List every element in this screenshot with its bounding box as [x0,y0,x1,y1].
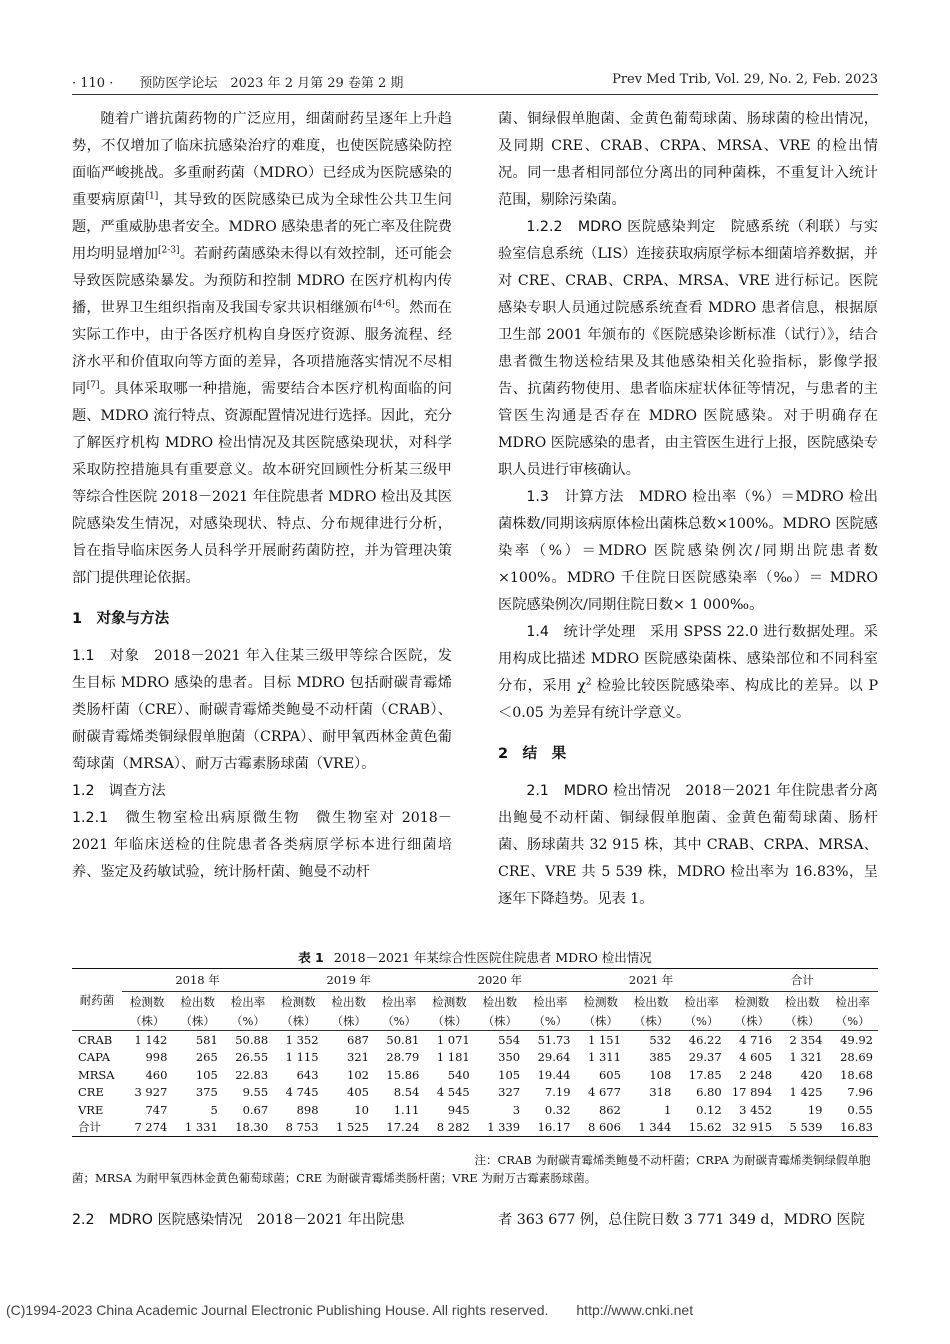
subheader-unit: （%） [676,1012,726,1031]
subheader-label: 检出数 [633,995,669,1009]
table-cell: 7 274 [122,1119,172,1137]
table-cell: 29.64 [537,1050,571,1065]
subheader-unit: （株） [475,1012,525,1031]
table-cell: 1.11 [393,1102,420,1117]
year-header: 2018 年 [122,969,273,992]
table-cell: 51.73 [537,1032,571,1047]
table-cell: 3 452 [739,1102,773,1117]
section-1-2-2: 1.2.2 MDRO 医院感染判定 院感系统（利联）与实验室信息系统（LIS）连接获取病原学标本细菌培养数据，并对 CRE、CRAB、CRPA、MRSA、VRE 进行标记。医院感染专职人员通过院感系统查看 MDRO 患者信息，根据原卫生部 2001 年颁布的《医院感染诊断标准（试行）》，结合患者微生物送检结果及其他感染相关化验指标，影像学报告、抗菌药物使用、患者临床症状体征等情况，与患者的主管医生沟通是否存在 MDRO 医院感染。对于明确存在 MDRO 医院感染的患者，由主管医生进行上报，医院感染专职人员进行审核确认。 [498,219,878,478]
table-cell: 1 352 [285,1032,319,1047]
table-cell: 2 354 [789,1032,823,1047]
section-1-4: 1.4 统计学处理 采用 SPSS 22.0 进行数据处理。采用构成比描述 MDRO 医院感染菌株、感染部位和不同科室分布，采用 $\chi^2$ 检验比较医院感染率、构成比的差异。以 P ＜0.05 为差异有统计学意义。 [498,624,879,721]
table-cell: 375 [195,1085,218,1100]
table-cell: 1 311 [587,1050,621,1065]
table-cell: 605 [598,1067,621,1082]
subheader-unit: （株） [273,1012,323,1031]
table-cell: 898 [296,1102,319,1117]
running-header-left: · 110 · 预防医学论坛 2023 年 2 月第 29 卷第 2 期 [72,76,404,91]
table-cell: 105 [498,1067,521,1082]
table-cell: 4 545 [436,1085,470,1100]
subheader-label: 检出率 [381,995,417,1009]
table-cell: 3 927 [134,1085,168,1100]
table-cell: 321 [347,1050,369,1065]
section-2-2-continued: 者 363 677 例，总住院日数 3 771 349 d，MDRO 医院 [498,1212,865,1228]
table-cell: 19 [807,1102,823,1117]
table-cell: 460 [145,1067,168,1082]
table-cell: 8 753 [273,1119,323,1137]
table-row [72,1031,878,1049]
year-header: 2020 年 [424,969,575,992]
table-row [72,1101,878,1119]
mdro-detection-table [72,968,878,1137]
table-cell: 26.55 [235,1050,269,1065]
table-cell: 15.86 [386,1067,420,1082]
organism-name: CRAB [78,1032,113,1047]
table-cell: 5 [210,1102,218,1117]
year-header: 2019 年 [273,969,424,992]
table-cell: 16.83 [827,1119,878,1137]
subheader-label: 检测数 [734,995,770,1009]
header-rule [72,94,878,95]
organism-name: 合计 [72,1119,122,1137]
section-2-heading: 2 结 果 [498,746,567,762]
year-header: 合计 [727,969,878,992]
subheader-unit: （%） [827,1012,878,1031]
table-cell: 17.85 [688,1067,722,1082]
section-1-3: 1.3 计算方法 MDRO 检出率（%）＝MDRO 检出菌株数/同期该病原体检出菌株总数×100%。MDRO 医院感染率（%）＝MDRO 医院感染例次/同期出院患者数×100%。MDRO 千住院日医院感染率（‰）＝ MDRO 医院感染例次/同期住院日数× 1 000‰。 [498,489,878,613]
organism-name: VRE [78,1102,104,1117]
table-cell: 7.19 [544,1085,571,1100]
table-cell: 28.69 [840,1050,873,1065]
subheader-label: 检测数 [432,995,467,1009]
table-cell: 1 339 [475,1119,525,1137]
section-1-heading: 1 对象与方法 [72,611,170,627]
table-cell: 1 321 [789,1050,823,1065]
table-cell: 1 151 [587,1032,621,1047]
table-cell: 22.83 [235,1067,269,1082]
subheader-unit: （株） [172,1012,222,1031]
subheader-label: 检出数 [331,995,366,1009]
table-cell: 747 [145,1102,168,1117]
table-cell: 102 [347,1067,369,1082]
table-row [72,1084,878,1102]
table-cell: 105 [195,1067,218,1082]
organism-name: CAPA [78,1050,111,1065]
table-cell: 385 [649,1050,672,1065]
organism-name: MRSA [78,1067,115,1082]
table-cell: 15.62 [676,1119,726,1137]
subheader-label: 检出数 [785,995,820,1009]
left-column [72,106,452,886]
subheader-label: 检出率 [533,995,568,1009]
table-cell: 32 915 [727,1119,777,1137]
table-cell: 49.92 [840,1032,873,1047]
subheader-unit: （株） [424,1012,474,1031]
table-caption: 表 1 2018－2021 年某综合性医院住院患者 MDRO 检出情况 [298,950,652,965]
subheader-unit: （株） [122,1012,172,1031]
table-row [72,1066,878,1084]
table-cell: 6.80 [696,1085,722,1100]
table-cell: 8 282 [424,1119,474,1137]
year-header: 2021 年 [576,969,727,992]
table-cell: 687 [347,1032,369,1047]
table-cell: 8.54 [393,1085,420,1100]
table-cell: 16.17 [525,1119,575,1137]
table-cell: 19.44 [537,1067,571,1082]
subheader-label: 检测数 [281,995,316,1009]
table-cell: 9.55 [242,1085,269,1100]
table-cell: 862 [598,1102,621,1117]
table-cell: 1 071 [436,1032,470,1047]
table-cell: 108 [649,1067,672,1082]
table-cell: 18.68 [840,1067,873,1082]
table-cell: 2 248 [739,1067,773,1082]
table-cell: 318 [649,1085,672,1100]
table-cell: 50.81 [386,1032,420,1047]
table-cell: 0.55 [847,1102,873,1117]
right-column [498,106,878,913]
subheader-label: 检出率 [230,995,266,1009]
table-cell: 0.67 [242,1102,269,1117]
row-header: 耐药菌 [72,969,122,1031]
table-cell: 4 716 [739,1032,773,1047]
table-cell: 532 [649,1032,672,1047]
table-cell: 1 142 [134,1032,168,1047]
subheader-label: 检测数 [583,995,618,1009]
table-cell: 327 [498,1085,521,1100]
table-cell: 1 425 [789,1085,823,1100]
subheader-unit: （株） [576,1012,626,1031]
table-cell: 4 677 [587,1085,621,1100]
subheader-unit: （%） [223,1012,273,1031]
table-row [72,1049,878,1067]
table-cell: 28.79 [386,1050,420,1065]
table-cell: 46.22 [688,1032,722,1047]
table-cell: 998 [145,1050,168,1065]
running-header-right: Prev Med Trib, Vol. 29, No. 2, Feb. 2023 [612,72,878,87]
table-cell: 540 [447,1067,470,1082]
table-cell: 405 [347,1085,369,1100]
section-2-2-start: 2.2 MDRO 医院感染情况 2018－2021 年出院患 [72,1212,405,1228]
table-cell: 1 331 [172,1119,222,1137]
table-row [72,1119,878,1137]
subheader-unit: （株） [777,1012,827,1031]
table-cell: 643 [296,1067,319,1082]
table-cell: 350 [498,1050,521,1065]
continued-paragraph: 菌、铜绿假单胞菌、金黄色葡萄球菌、肠球菌的检出情况，及同期 CRE、CRAB、CRPA、MRSA、VRE 的检出情况。同一患者相同部位分离出的同种菌株，不重复计入统计范围，剔除污染菌。 [498,111,878,208]
subheader-label: 检出率 [684,995,719,1009]
table-cell: 10 [354,1102,369,1117]
subheader-unit: （株） [727,1012,777,1031]
table-cell: 581 [195,1032,218,1047]
intro-paragraph: 随着广谱抗菌药物的广泛应用，细菌耐药呈逐年上升趋势，不仅增加了临床抗感染治疗的难度，也使医院感染防控面临严峻挑战。多重耐药菌（MDRO）已经成为医院感染的重要病原菌[1]，其导致的医院感染已成为全球性公共卫生问题，严重威胁患者安全。MDRO 感染患者的死亡率及住院费用均明显增加[2-3]。若耐药菌感染未得以有效控制，还可能会导致医院感染暴发。为预防和控制 MDRO 在医疗机构内传播，世界卫生组织指南及我国专家共识相继颁布[4-6]。然而在实际工作中，由于各医疗机构自身医疗资源、服务流程、经济水平和价值取向等方面的差异，各项措施落实情况不尽相同[7]。具体采取哪一种措施，需要结合本医疗机构面临的问题、MDRO 流行特点、资源配置情况进行选择。因此，充分了解医疗机构 MDRO 检出情况及其医院感染现状，对科学采取防控措施具有重要意义。故本研究回顾性分析某三级甲等综合性医院 2018－2021 年住院患者 MDRO 检出及其医院感染发生情况，对感染现状、特点、分布规律进行分析，旨在指导临床医务人员科学开展耐药菌防控，并为管理决策部门提供理论依据。 [72,111,452,586]
table-cell: 945 [447,1102,470,1117]
subheader-unit: （%） [525,1012,575,1031]
table-cell: 29.37 [688,1050,722,1065]
table-cell: 265 [195,1050,218,1065]
subheader-label: 检出率 [835,995,870,1009]
table-cell: 0.12 [696,1102,722,1117]
subheader-unit: （%） [374,1012,424,1031]
subheader-label: 检出数 [180,995,215,1009]
table-cell: 50.88 [235,1032,269,1047]
subheader-unit: （株） [626,1012,676,1031]
table-note: 注：CRAB 为耐碳青霉烯类鲍曼不动杆菌；CRPA 为耐碳青霉烯类铜绿假单胞菌；MRSA 为耐甲氧西林金黄色葡萄球菌；CRE 为耐碳青霉烯类肠杆菌；VRE 为耐万古霉素肠球菌。 [72,1153,871,1185]
table-cell: 1 344 [626,1119,676,1137]
table-cell: 4 745 [285,1085,319,1100]
table-cell: 0.32 [544,1102,571,1117]
table-cell: 8 606 [576,1119,626,1137]
table-cell: 7.96 [847,1085,873,1100]
table-cell: 1 [663,1102,672,1117]
table-cell: 1 181 [436,1050,470,1065]
copyright-footer: (C)1994-2023 China Academic Journal Electronic Publishing House. All rights reserved. http://www.cnki.net [6,1302,694,1318]
table-cell: 420 [800,1067,823,1082]
subheader-label: 检出数 [482,995,518,1009]
section-1-2-1: 1.2.1 微生物室检出病原微生物 微生物室对 2018－2021 年临床送检的住院患者各类病原学标本进行细菌培养、鉴定及药敏试验，统计肠杆菌、鲍曼不动杆 [72,810,452,880]
subheader-label: 检测数 [129,995,165,1009]
table-cell: 1 115 [285,1050,319,1065]
table-cell: 17.24 [374,1119,424,1137]
table-cell: 17 894 [731,1085,773,1100]
table-cell: 5 539 [777,1119,827,1137]
organism-name: CRE [78,1085,104,1100]
section-1-1: 1.1 对象 2018－2021 年入住某三级甲等综合医院，发生目标 MDRO 感染的患者。目标 MDRO 包括耐碳青霉烯类肠杆菌（CRE）、耐碳青霉烯类鲍曼不动杆菌（CRAB）、耐碳青霉烯类铜绿假单胞菌（CRPA）、耐甲氧西林金黄色葡萄球菌（MRSA）、耐万古霉素肠球菌（VRE）。 [72,648,452,772]
table-cell: 18.30 [223,1119,273,1137]
subheader-unit: （株） [324,1012,374,1031]
table-cell: 3 [512,1102,521,1117]
section-1-2-heading: 1.2 调查方法 [72,783,166,799]
table-cell: 1 525 [324,1119,374,1137]
table-cell: 554 [498,1032,521,1047]
section-2-1: 2.1 MDRO 检出情况 2018－2021 年住院患者分离出鲍曼不动杆菌、铜绿假单胞菌、金黄色葡萄球菌、肠杆菌、肠球菌共 32 915 株，其中 CRAB、CRPA、MRSA、CRE、VRE 共 5 539 株，MDRO 检出率为 16.83%，呈逐年下降趋势。见表 1。 [498,783,878,907]
table-cell: 4 605 [739,1050,773,1065]
